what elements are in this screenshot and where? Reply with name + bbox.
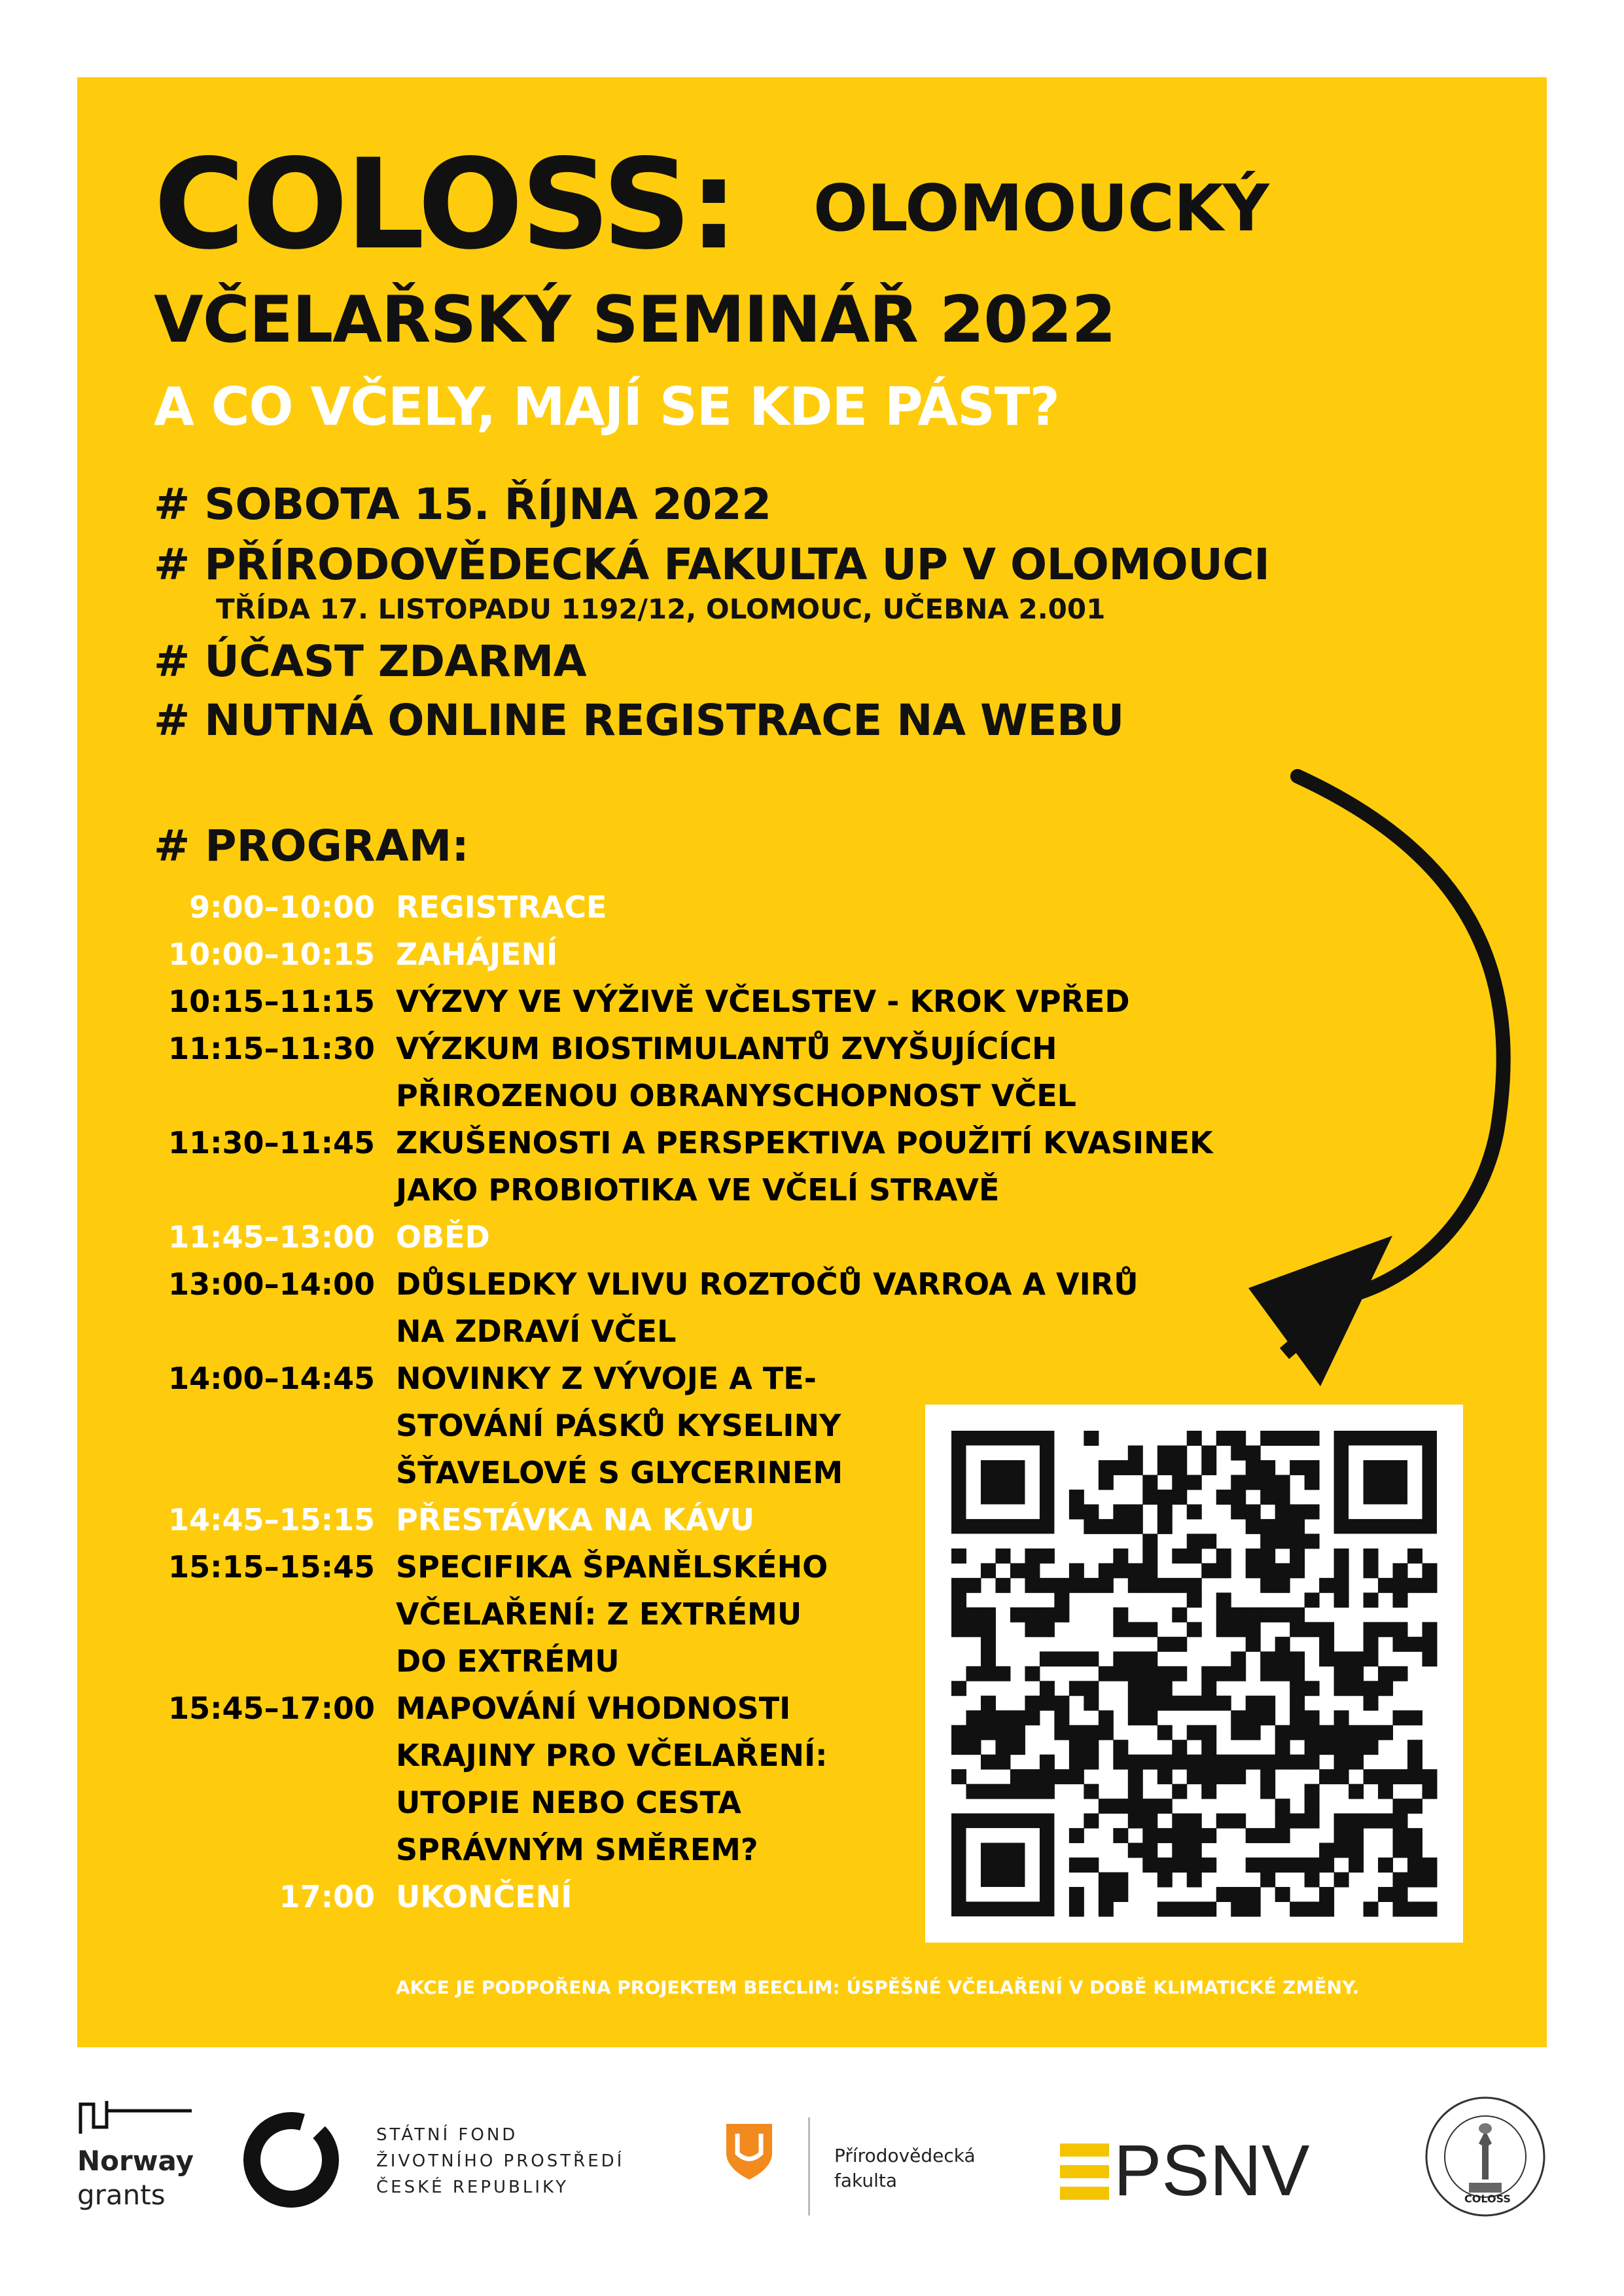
program-description-line: DO EXTRÉMU (396, 1643, 620, 1679)
program-time: 14:00–14:45 (168, 1361, 375, 1396)
program-description (396, 1685, 828, 1873)
norway-grants-logo (77, 2098, 195, 2215)
arrow-icon (1157, 764, 1549, 1419)
qr-code-icon[interactable] (925, 1405, 1463, 1943)
program-time: 9:00–10:00 (189, 889, 375, 925)
event-subtitle: A CO VČELY, MAJÍ SE KDE PÁST? (154, 376, 1059, 437)
program-time: 11:45–13:00 (168, 1219, 375, 1255)
info-venue: # PŘÍRODOVĚDECKÁ FAKULTA UP V OLOMOUCI (154, 539, 1270, 590)
program-description-line: UKONČENÍ (396, 1879, 573, 1914)
program-description-line: VČELAŘENÍ: Z EXTRÉMU (396, 1596, 802, 1632)
norway-grants-line1: Norway (77, 2145, 194, 2177)
program-description-line: ŠŤAVELOVÉ S GLYCERINEM (396, 1455, 843, 1490)
program-description (396, 978, 1130, 1025)
program-description-line: JAKO PROBIOTIKA VE VČELÍ STRAVĚ (396, 1172, 1000, 1208)
program-description (396, 1496, 754, 1543)
event-title-line1: OLOMOUCKÝ (813, 171, 1269, 246)
program-description-line: MAPOVÁNÍ VHODNOSTI (396, 1691, 791, 1726)
program-time: 10:15–11:15 (168, 984, 375, 1019)
program-time: 10:00–10:15 (168, 937, 375, 972)
program-time: 13:00–14:00 (168, 1266, 375, 1302)
program-description-line: PŘIROZENOU OBRANYSCHOPNOST VČEL (396, 1078, 1076, 1113)
info-date: # SOBOTA 15. ŘÍJNA 2022 (154, 479, 771, 529)
sfzp-circle-icon (242, 2111, 340, 2209)
qr-code-box[interactable] (925, 1405, 1463, 1943)
sfzp-logo (242, 2111, 635, 2229)
upol-faculty-logo (723, 2117, 1017, 2222)
program-description-line: UTOPIE NEBO CESTA (396, 1785, 741, 1820)
poster-panel (77, 77, 1547, 2047)
program-description (396, 1873, 572, 1920)
program-time: 14:45–15:15 (168, 1502, 375, 1537)
program-description-line: REGISTRACE (396, 889, 607, 925)
coloss-seal-logo (1423, 2094, 1547, 2219)
sfzp-line2: ŽIVOTNÍHO PROSTŘEDÍ (376, 2151, 625, 2171)
psnv-bars-icon (1060, 2140, 1112, 2206)
info-fee: # ÚČAST ZDARMA (154, 636, 587, 687)
program-time: 11:15–11:30 (168, 1031, 375, 1066)
sfzp-line3: ČESKÉ REPUBLIKY (376, 2178, 569, 2197)
upol-line2: fakulta (834, 2170, 898, 2191)
program-description-line: SPECIFIKA ŠPANĚLSKÉHO (396, 1549, 828, 1585)
norway-grants-icon (77, 2098, 195, 2137)
program-time: 15:45–17:00 (168, 1691, 375, 1726)
program-description (396, 931, 557, 978)
upol-divider (808, 2117, 810, 2215)
program-description (396, 1543, 828, 1685)
event-title-line2: VČELAŘSKÝ SEMINÁŘ 2022 (154, 283, 1116, 357)
norway-grants-line2: grants (77, 2179, 166, 2211)
program-description (396, 1025, 1076, 1119)
program-description-line: SPRÁVNÝM SMĚREM? (396, 1832, 758, 1867)
program-time: 11:30–11:45 (168, 1125, 375, 1160)
program-heading: # PROGRAM: (154, 821, 469, 871)
upol-line1: Přírodovědecká (834, 2145, 976, 2166)
program-description-line: ZKUŠENOSTI A PERSPEKTIVA POUŽITÍ KVASINEK (396, 1125, 1213, 1160)
program-description-line: STOVÁNÍ PÁSKŮ KYSELINY (396, 1408, 841, 1443)
program-description-line: ZAHÁJENÍ (396, 937, 558, 972)
psnv-logo (1060, 2130, 1348, 2212)
program-description-line: NOVINKY Z VÝVOJE A TE- (396, 1361, 817, 1396)
program-description-line: NA ZDRAVÍ VČEL (396, 1314, 677, 1349)
program-description-line: DŮSLEDKY VLIVU ROZTOČŮ VARROA A VIRŮ (396, 1266, 1139, 1302)
program-description-line: VÝZKUM BIOSTIMULANTŮ ZVYŠUJÍCÍCH (396, 1031, 1057, 1066)
program-description-line: OBĚD (396, 1219, 490, 1255)
info-address: TŘÍDA 17. LISTOPADU 1192/12, OLOMOUC, UČEBNA 2.001 (216, 593, 1106, 625)
program-description (396, 1213, 490, 1261)
sfzp-line1: STÁTNÍ FOND (376, 2125, 518, 2145)
program-time: 17:00 (279, 1879, 375, 1914)
program-time: 15:15–15:45 (168, 1549, 375, 1585)
info-registration: # NUTNÁ ONLINE REGISTRACE NA WEBU (154, 695, 1124, 745)
program-description (396, 1261, 1139, 1355)
event-title-coloss: COLOSS: (154, 132, 736, 277)
psnv-text: PSNV (1114, 2130, 1310, 2211)
upol-shield-icon (723, 2117, 775, 2183)
program-description-line: VÝZVY VE VÝŽIVĚ VČELSTEV - KROK VPŘED (396, 984, 1130, 1019)
program-description (396, 1119, 1213, 1213)
program-description (396, 1355, 843, 1496)
program-description-line: KRAJINY PRO VČELAŘENÍ: (396, 1738, 828, 1773)
coloss-seal-text: COLOSS (1464, 2193, 1511, 2205)
support-footnote: AKCE JE PODPOŘENA PROJEKTEM BEECLIM: ÚSPĚŠNÉ VČELAŘENÍ V DOBĚ KLIMATICKÉ ZMĚNY. (396, 1977, 1360, 1998)
program-description-line: PŘESTÁVKA NA KÁVU (396, 1502, 755, 1537)
program-description (396, 884, 607, 931)
